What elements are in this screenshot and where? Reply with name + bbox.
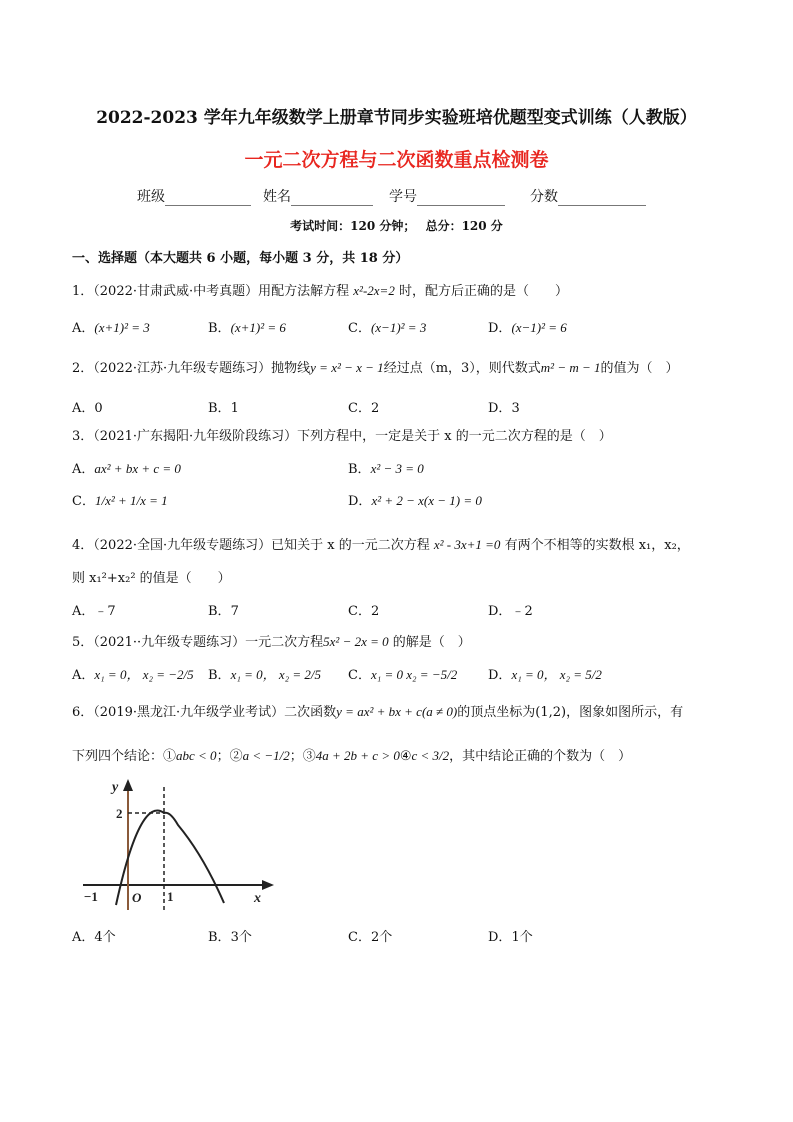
question-text: 的值为（ ） — [600, 361, 679, 376]
option-label: D． — [488, 604, 512, 619]
option-d[interactable] — [488, 600, 533, 619]
question-text: ；③ — [289, 749, 316, 764]
option-text: x₁ = 0 x₂ = −5/2 — [370, 667, 458, 682]
option-label: B． — [208, 604, 231, 619]
option-label: D． — [488, 401, 512, 416]
option-a[interactable] — [72, 600, 116, 619]
x-axis-arrow — [262, 880, 274, 890]
option-label: A． — [72, 401, 95, 416]
option-label: B． — [208, 401, 231, 416]
option-label: C． — [348, 401, 371, 416]
option-label: C． — [348, 668, 371, 683]
document-title: 2022-2023 学年九年级数学上册章节同步实验班培优题型变式训练（人教版） — [96, 108, 697, 128]
option-text: ax² + bx + c = 0 — [94, 461, 181, 476]
question-6 — [72, 701, 683, 720]
question-text: 用配方法解方程 — [258, 284, 354, 299]
option-text: x₁ = 0， x₂ = 5/2 — [511, 667, 602, 682]
option-d[interactable] — [488, 397, 520, 416]
conclusion-2: a < −1/2 — [242, 748, 290, 763]
option-d[interactable] — [488, 664, 602, 683]
option-label: A． — [72, 321, 95, 336]
question-expression: y = x² − x − 1 — [310, 360, 384, 375]
tick-2: 2 — [116, 806, 123, 821]
option-text: 0 — [94, 401, 103, 416]
question-1 — [72, 280, 568, 299]
question-text: 一元二次方程 — [245, 635, 324, 650]
option-label: A． — [72, 462, 95, 477]
question-text: 的解是（ ） — [388, 635, 471, 650]
question-text: 时，配方后正确的是（ ） — [394, 284, 568, 299]
option-label: A． — [72, 668, 95, 683]
option-b[interactable] — [208, 600, 239, 619]
question-text: 二次函数 — [284, 705, 337, 720]
option-label: C． — [348, 321, 371, 336]
option-text: 2个 — [370, 930, 393, 945]
question-2 — [72, 357, 679, 376]
option-c[interactable] — [348, 397, 379, 416]
question-5 — [72, 631, 471, 650]
option-text: (x+1)² = 6 — [230, 320, 286, 335]
x-label: x — [254, 891, 261, 906]
y-axis-arrow — [123, 779, 133, 791]
question-text: 下列方程中，一定是关于 x 的一元二次方程的是（ ） — [297, 429, 612, 444]
field-id — [389, 186, 505, 206]
option-text: 3 — [511, 401, 520, 416]
question-source: （2019·黑龙江·九年级学业考试） — [93, 705, 285, 720]
question-3 — [72, 425, 612, 444]
exam-time: 考试时间：120 分钟； 总分：120 分 — [290, 219, 503, 233]
field-class-label: 班级 — [137, 189, 165, 205]
option-text: ﹣2 — [511, 604, 533, 619]
option-a[interactable] — [72, 664, 194, 683]
question-source: （2022·全国·九年级专题练习） — [93, 538, 272, 553]
y-label: y — [112, 780, 119, 795]
field-score-blank[interactable] — [558, 191, 646, 206]
option-text: x² − 3 = 0 — [370, 461, 424, 476]
section-title: 一、选择题（本大题共 6 小题，每小题 3 分，共 18 分） — [72, 251, 409, 266]
option-label: D． — [348, 494, 372, 509]
option-text: x₁ = 0， x₂ = 2/5 — [230, 667, 322, 682]
question-number: 4． — [72, 538, 94, 553]
question-text: 有两个不相等的实数根 x₁，x₂， — [500, 538, 690, 553]
option-label: B． — [208, 321, 231, 336]
option-b[interactable] — [208, 317, 286, 336]
option-b[interactable] — [208, 664, 321, 683]
option-text: 2 — [370, 604, 380, 619]
question-source: （2021··九年级专题练习） — [93, 635, 246, 650]
tick-minus-1: −1 — [84, 889, 98, 904]
option-text: 1 — [230, 401, 239, 416]
option-text: x₁ = 0， x₂ = −2/5 — [94, 667, 194, 682]
option-text: 4个 — [94, 930, 116, 945]
field-score — [530, 186, 646, 206]
option-text: (x−1)² = 3 — [370, 320, 427, 335]
question-6-line-2 — [72, 745, 631, 764]
question-number: 1． — [72, 284, 94, 299]
option-b[interactable] — [208, 926, 252, 945]
option-c[interactable] — [348, 664, 457, 683]
option-label: D． — [488, 321, 512, 336]
option-b[interactable] — [208, 397, 239, 416]
conclusion-4: c < 3/2 — [411, 748, 450, 763]
parabola-graph — [78, 775, 278, 915]
option-text: 1个 — [511, 930, 533, 945]
question-source: （2022·甘肃武威·中考真题） — [93, 284, 259, 299]
question-source: （2021·广东揭阳·九年级阶段练习） — [93, 429, 298, 444]
question-4-line-2: 则 x₁²+x₂² 的值是（ ） — [72, 571, 231, 586]
field-class-blank[interactable] — [165, 191, 251, 206]
field-class — [137, 186, 251, 206]
field-name — [263, 186, 373, 206]
option-a[interactable] — [72, 458, 181, 477]
field-name-blank[interactable] — [291, 191, 373, 206]
option-text: 7 — [230, 604, 239, 619]
tick-1: 1 — [167, 889, 174, 904]
option-label: D． — [488, 930, 512, 945]
origin-label: O — [132, 890, 142, 905]
option-a[interactable] — [72, 397, 103, 416]
option-text: 2 — [370, 401, 380, 416]
question-number: 2． — [72, 361, 94, 376]
question-text: ；② — [216, 749, 243, 764]
option-label: B． — [208, 668, 231, 683]
field-score-label: 分数 — [530, 189, 558, 205]
option-text: 3个 — [230, 930, 252, 945]
option-c[interactable] — [348, 600, 379, 619]
question-number: 6． — [72, 705, 94, 720]
option-label: A． — [72, 930, 95, 945]
question-4 — [72, 534, 690, 553]
question-text: ，其中结论正确的个数为（ ） — [449, 749, 632, 764]
question-number: 5． — [72, 635, 94, 650]
question-text: 已知关于 x 的一元二次方程 — [271, 538, 434, 553]
option-label: A． — [72, 604, 95, 619]
option-d[interactable] — [488, 926, 533, 945]
option-c[interactable] — [348, 317, 426, 336]
question-expression: m² − m − 1 — [540, 360, 601, 375]
option-text: (x+1)² = 3 — [94, 320, 150, 335]
question-text: ④ — [399, 749, 412, 764]
option-label: C． — [348, 604, 371, 619]
option-text: x² + 2 − x(x − 1) = 0 — [371, 493, 482, 508]
question-expression: x²-2x=2 — [353, 283, 395, 298]
field-id-label: 学号 — [389, 189, 417, 205]
field-id-blank[interactable] — [417, 191, 505, 206]
option-label: B． — [208, 930, 231, 945]
question-text: 的顶点坐标为 — [457, 705, 536, 720]
option-text: (x−1)² = 6 — [511, 320, 567, 335]
question-expression: 5x² − 2x = 0 — [323, 634, 389, 649]
conclusion-1: abc < 0 — [176, 748, 217, 763]
option-d[interactable] — [488, 317, 567, 336]
option-d[interactable] — [348, 490, 482, 509]
option-text: ﹣7 — [94, 604, 116, 619]
option-label: C． — [348, 930, 371, 945]
option-label: B． — [348, 462, 371, 477]
question-text: 下列四个结论：① — [72, 749, 177, 764]
question-text: 经过点（m，3），则代数式 — [383, 361, 541, 376]
question-expression: y = ax² + bx + c(a ≠ 0) — [336, 704, 458, 719]
option-c[interactable] — [72, 490, 168, 509]
option-b[interactable] — [348, 458, 424, 477]
question-text: ，图象如图所示，有 — [566, 705, 684, 720]
question-source: （2022·江苏·九年级专题练习） — [93, 361, 272, 376]
vertex-coordinate: (1,2) — [535, 705, 567, 720]
option-text: 1/x² + 1/x = 1 — [94, 493, 168, 508]
question-text: 抛物线 — [271, 361, 311, 376]
document-subtitle: 一元二次方程与二次函数重点检测卷 — [244, 149, 549, 171]
option-c[interactable] — [348, 926, 392, 945]
option-a[interactable] — [72, 317, 150, 336]
option-label: D． — [488, 668, 512, 683]
option-a[interactable] — [72, 926, 116, 945]
question-expression: x² - 3x+1 =0 — [433, 537, 501, 552]
field-name-label: 姓名 — [263, 189, 291, 205]
option-label: C． — [72, 494, 95, 509]
conclusion-3: 4a + 2b + c > 0 — [315, 748, 400, 763]
question-number: 3． — [72, 429, 94, 444]
